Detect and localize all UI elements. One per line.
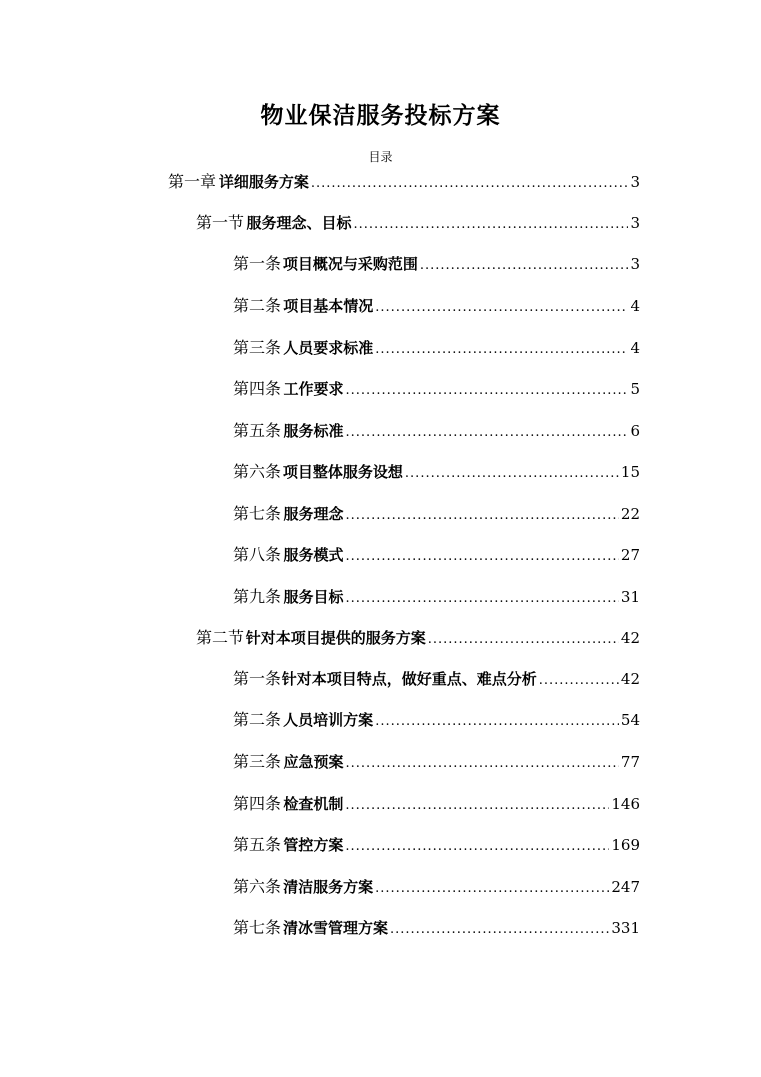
toc-dot-leader <box>375 338 628 362</box>
toc-entry-page: 4 <box>630 339 640 357</box>
toc-entry[interactable] <box>233 294 640 320</box>
toc-entry-label: 针对本项目特点，做好重点、难点分析 <box>281 670 537 688</box>
toc-dot-leader <box>345 794 609 818</box>
toc-entry-page: 31 <box>620 588 640 606</box>
toc-dot-leader <box>420 254 629 278</box>
toc-entry-number: 第五条 <box>233 421 282 440</box>
toc-heading: 目录 <box>368 150 393 164</box>
toc-entry[interactable] <box>168 170 640 196</box>
toc-entry-number: 第九条 <box>233 587 282 606</box>
toc-entry-page: 54 <box>620 711 640 729</box>
toc-entry-label: 人员培训方案 <box>283 711 374 729</box>
toc-entry[interactable] <box>233 667 640 693</box>
toc-entry-label: 工作要求 <box>283 380 344 398</box>
toc-entry-number: 第七条 <box>233 918 282 937</box>
toc-entry-page: 77 <box>620 753 640 771</box>
toc-entry-label: 清洁服务方案 <box>283 878 374 896</box>
toc-entry[interactable] <box>233 708 640 734</box>
toc-entry-page: 27 <box>620 546 640 564</box>
toc-entry[interactable] <box>233 377 640 403</box>
toc-entry-label: 项目概况与采购范围 <box>282 255 418 273</box>
toc-entry-label: 项目基本情况 <box>283 297 374 315</box>
toc-entry-page: 15 <box>620 463 640 481</box>
toc-entry[interactable] <box>233 833 640 859</box>
toc-dot-leader <box>345 587 618 611</box>
toc-entry-number: 第一条 <box>233 669 282 688</box>
toc-dot-leader <box>346 421 629 445</box>
toc-entry-label: 人员要求标准 <box>283 339 374 357</box>
toc-dot-leader <box>375 296 628 320</box>
toc-entry-number: 第二条 <box>233 296 282 315</box>
toc-entry-page: 42 <box>620 629 640 647</box>
toc-entry-label: 项目整体服务设想 <box>282 463 403 481</box>
toc-entry[interactable] <box>233 792 640 818</box>
toc-entry-label: 清冰雪管理方案 <box>282 919 388 937</box>
document-title: 物业保洁服务投标方案 <box>260 102 501 129</box>
toc-dot-leader <box>405 462 619 486</box>
toc-entry-number: 第七条 <box>233 504 282 523</box>
toc-entry[interactable] <box>196 626 640 652</box>
toc-dot-leader <box>428 628 619 652</box>
toc-entry-number: 第四条 <box>233 379 282 398</box>
toc-entry-number: 第五条 <box>233 835 282 854</box>
toc-entry-number: 第三条 <box>233 752 282 771</box>
toc-entry[interactable] <box>233 336 640 362</box>
toc-entry-page: 146 <box>611 795 640 813</box>
toc-entry[interactable] <box>233 252 640 278</box>
toc-entry-number: 第六条 <box>233 877 282 896</box>
toc-entry-number: 第四条 <box>233 794 282 813</box>
toc-entry-number: 第二节 <box>196 628 245 647</box>
toc-entry-label: 管控方案 <box>283 836 344 854</box>
toc-entry-page: 3 <box>630 214 640 232</box>
toc-entry-label: 服务理念、目标 <box>246 214 352 232</box>
toc-entry[interactable] <box>196 211 640 237</box>
toc-dot-leader <box>345 504 618 528</box>
toc-dot-leader <box>345 752 618 776</box>
toc-dot-leader <box>311 172 629 196</box>
toc-entry-page: 22 <box>620 505 640 523</box>
toc-entry-page: 331 <box>611 919 640 937</box>
toc-entry-page: 3 <box>630 173 640 191</box>
toc-entry-label: 服务标准 <box>283 422 344 440</box>
toc-entry-page: 5 <box>630 380 640 398</box>
toc-entry-label: 应急预案 <box>283 753 344 771</box>
toc-entry[interactable] <box>233 460 640 486</box>
toc-entry-page: 247 <box>611 878 640 896</box>
toc-entry[interactable] <box>233 750 640 776</box>
toc-entry-label: 检查机制 <box>283 795 344 813</box>
toc-entry-number: 第一章 <box>168 172 217 191</box>
toc-entry[interactable] <box>233 585 640 611</box>
toc-dot-leader <box>346 379 629 403</box>
toc-entry-number: 第二条 <box>233 710 282 729</box>
toc-entry-number: 第八条 <box>233 545 282 564</box>
toc-dot-leader <box>539 669 619 693</box>
toc-entry-page: 42 <box>620 670 640 688</box>
toc-entry-number: 第三条 <box>233 338 282 357</box>
toc-entry[interactable] <box>233 916 640 942</box>
toc-entry-label: 详细服务方案 <box>218 173 309 191</box>
toc-entry-label: 针对本项目提供的服务方案 <box>245 629 426 647</box>
toc-entry[interactable] <box>233 419 640 445</box>
toc-entry-page: 3 <box>630 255 640 273</box>
toc-entry[interactable] <box>233 502 640 528</box>
toc-dot-leader <box>375 710 619 734</box>
toc-entry-page: 6 <box>630 422 640 440</box>
toc-entry-label: 服务目标 <box>283 588 344 606</box>
toc-entry-number: 第一节 <box>196 213 245 232</box>
toc-entry-number: 第六条 <box>233 462 282 481</box>
toc-dot-leader <box>345 835 609 859</box>
toc-entry-page: 4 <box>630 297 640 315</box>
toc-entry-number: 第一条 <box>233 254 282 273</box>
toc-entry-label: 服务理念 <box>283 505 344 523</box>
toc-dot-leader <box>375 877 609 901</box>
toc-entry-label: 服务模式 <box>283 546 344 564</box>
toc-entry[interactable] <box>233 875 640 901</box>
toc-entry-page: 169 <box>611 836 640 854</box>
toc-entry[interactable] <box>233 543 640 569</box>
toc-dot-leader <box>353 213 628 237</box>
toc-dot-leader <box>345 545 618 569</box>
toc-dot-leader <box>390 918 609 942</box>
